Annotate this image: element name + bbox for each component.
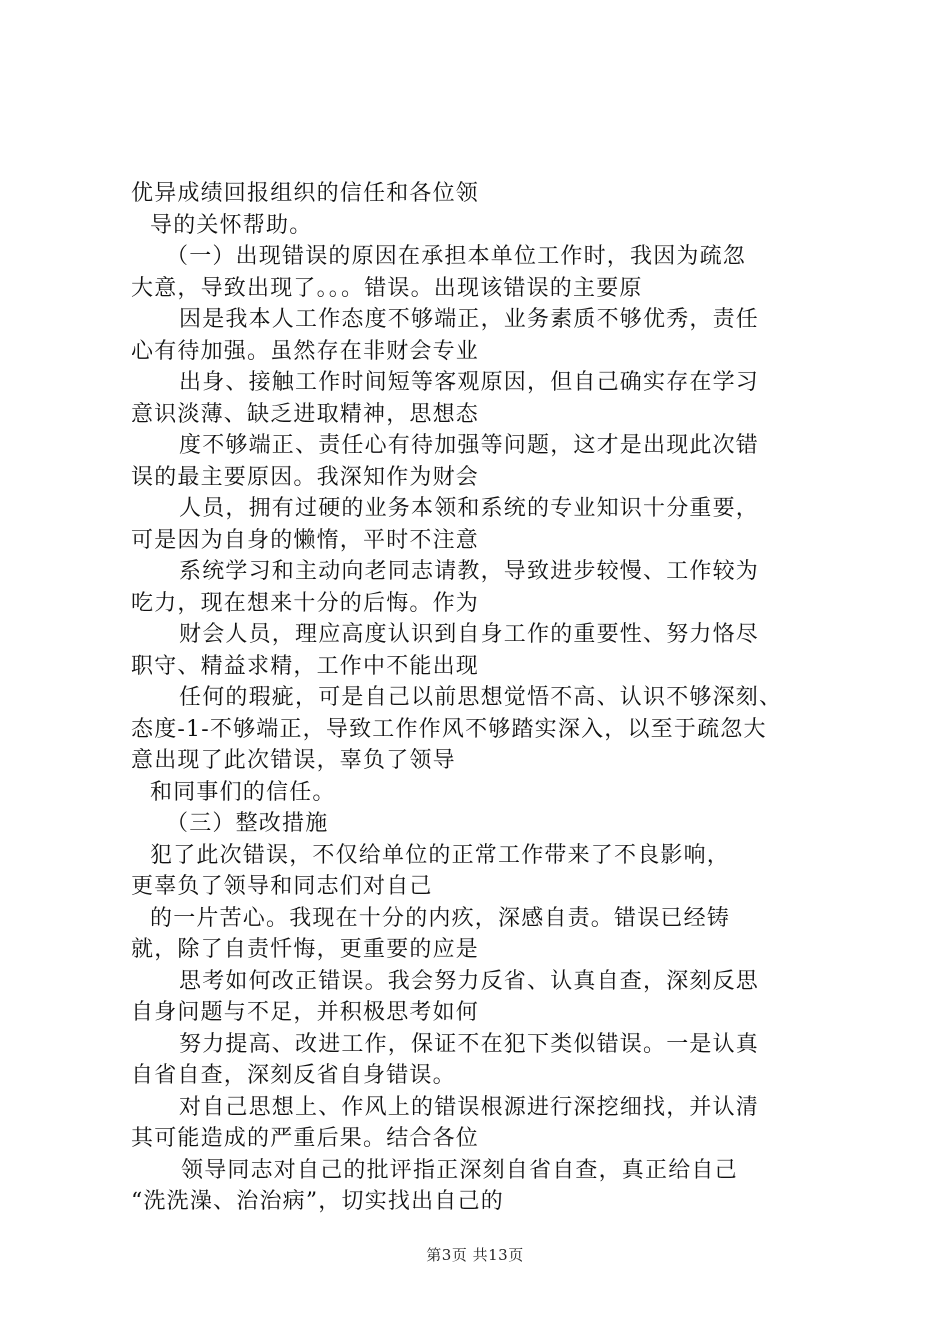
section-heading-measures: （三）整改措施: [166, 811, 329, 836]
text-line: 度不够端正、责任心有待加强等问题，这才是出现此次错: [179, 433, 760, 458]
text-line: 任何的瑕疵，可是自己以前思想觉悟不高、认识不够深刻、: [179, 685, 783, 710]
text-line: 吃力，现在想来十分的后悔。作为: [131, 590, 480, 616]
text-line: 对自己思想上、作风上的错误根源进行深挖细找，并认清: [179, 1094, 760, 1120]
text-line: 就，除了自责忏悔，更重要的应是: [131, 937, 480, 962]
text-line: 职守、精益求精，工作中不能出现: [131, 653, 480, 679]
text-line: 思考如何改正错误。我会努力反省、认真自查，深刻反思: [179, 968, 760, 994]
text-line: 自身问题与不足，并积极思考如何: [131, 1000, 480, 1025]
text-line: 的一片苦心。我现在十分的内疚，深感自责。错误已经铸: [150, 905, 731, 931]
text-line: 大意，导致出现了。。。错误。出现该错误的主要原: [131, 275, 643, 301]
text-line: 因是我本人工作态度不够端正，业务素质不够优秀，责任: [179, 307, 760, 332]
text-line: 系统学习和主动向老同志请教，导致进步较慢、工作较为: [179, 559, 760, 584]
page-number-footer: 第3页 共13页: [426, 1246, 524, 1264]
document-body: [131, 178, 851, 1218]
text-line: 心有待加强。虽然存在非财会专业: [131, 338, 480, 364]
text-line: 领导同志对自己的批评指正深刻自省自查，真正给自己: [181, 1157, 738, 1183]
text-line: 更辜负了领导和同志们对自己: [131, 874, 433, 899]
text-line: 努力提高、改进工作，保证不在犯下类似错误。一是认真: [179, 1031, 760, 1057]
text-line: 意出现了此次错误，辜负了领导: [131, 748, 456, 773]
text-line: 和同事们的信任。: [150, 779, 336, 805]
text-line: 可是因为自身的懒惰，平时不注意: [131, 527, 480, 553]
text-line: 财会人员，理应高度认识到自身工作的重要性、努力恪尽: [179, 622, 760, 647]
text-line: 其可能造成的严重后果。结合各位: [131, 1126, 480, 1151]
section-heading-cause: （一）出现错误的原因在承担本单位工作时，我因为疏忽: [166, 244, 747, 269]
text-line: 优异成绩回报组织的信任和各位领: [131, 181, 480, 206]
text-line: 态度-1-不够端正，导致工作作风不够踏实深入，以至于疏忽大: [131, 716, 767, 742]
text-line: 误的最主要原因。我深知作为财会: [131, 464, 480, 490]
text-line: 出身、接触工作时间短等客观原因，但自己确实存在学习: [179, 370, 760, 395]
text-line: 自省自查，深刻反省自身错误。: [131, 1063, 456, 1088]
text-line: “洗洗澡、治治病”，切实找出自己的: [131, 1189, 504, 1214]
text-line: 人员，拥有过硬的业务本领和系统的专业知识十分重要，: [179, 496, 760, 521]
text-line: 导的关怀帮助。: [150, 212, 313, 238]
text-line: 意识淡薄、缺乏进取精神，思想态: [131, 401, 480, 427]
text-line: 犯了此次错误，不仅给单位的正常工作带来了不良影响，: [150, 842, 731, 868]
